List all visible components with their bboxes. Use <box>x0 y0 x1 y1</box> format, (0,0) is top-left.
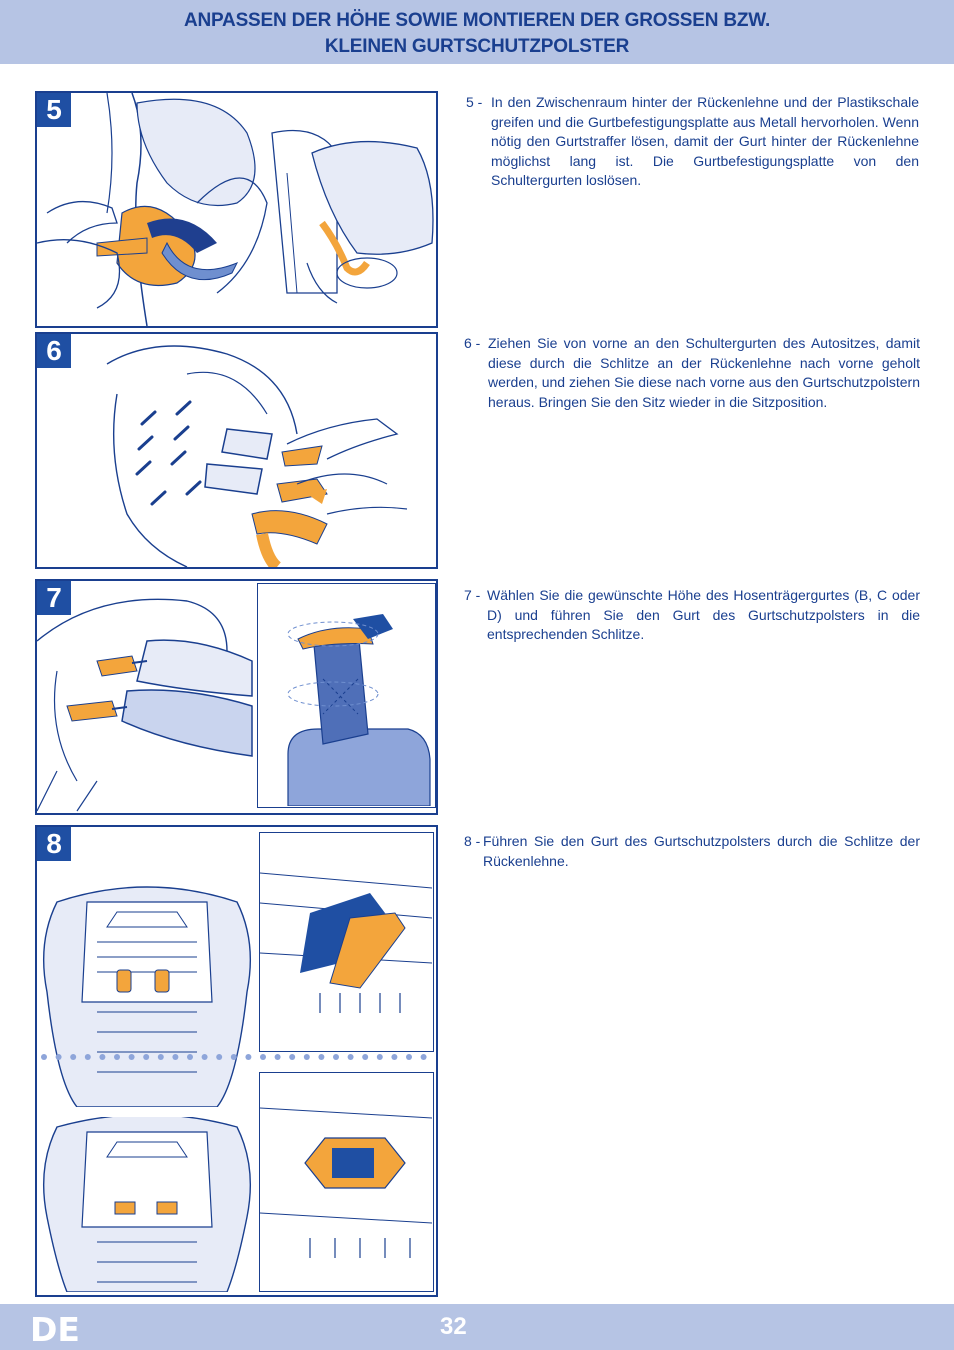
separator-dot <box>56 1054 62 1060</box>
separator-dot <box>172 1054 178 1060</box>
separator-dot <box>158 1054 164 1060</box>
separator-dot <box>85 1054 91 1060</box>
step-5-instruction <box>466 93 919 191</box>
step-6-instruction <box>464 334 920 412</box>
step-7-drawing-left <box>37 581 255 813</box>
step-7-number-badge: 7 <box>37 581 71 615</box>
step-8-number-badge: 8 <box>37 827 71 861</box>
step-7-detail-panel <box>257 583 436 808</box>
page-title-line1: ANPASSEN DER HÖHE SOWIE MONTIEREN DER GROSSEN BZW. <box>183 10 771 31</box>
step-8-drawing-top-right <box>260 833 432 1050</box>
page-footer <box>0 1304 954 1350</box>
step-8-text: Führen Sie den Gurt des Gurtschutzpolsters durch die Schlitze der Rückenlehne. <box>483 833 920 869</box>
separator-dot <box>362 1054 368 1060</box>
separator-dot <box>70 1054 76 1060</box>
step-8-drawing-bottom-left <box>37 1117 257 1292</box>
separator-dot <box>187 1054 193 1060</box>
step-5-illustration <box>35 91 438 328</box>
step-8-drawing-top-left <box>37 882 257 1107</box>
separator-dot <box>348 1054 354 1060</box>
separator-dot <box>289 1054 295 1060</box>
step-6-marker: 6 - <box>464 335 481 351</box>
separator-dot <box>143 1054 149 1060</box>
separator-dot <box>129 1054 135 1060</box>
step-8-marker: 8 - <box>464 833 481 849</box>
step-8-dotted-separator <box>40 1052 432 1062</box>
page-number: 32 <box>440 1313 467 1340</box>
separator-dot <box>318 1054 324 1060</box>
step-6-text: Ziehen Sie von vorne an den Schultergurten des Autositzes, damit diese durch die Schlitze an der Rückenlehne nach vorne geholt werden, und ziehen Sie diese nach vorne aus den Gurtschutzpolstern heraus. Bringen Sie den Sitz wieder in die Sitzposition. <box>488 335 920 410</box>
step-8-drawing-bottom-right <box>260 1073 432 1290</box>
separator-dot <box>202 1054 208 1060</box>
page-title-line2: KLEINEN GURTSCHUTZPOLSTER <box>324 36 630 57</box>
separator-dot <box>99 1054 105 1060</box>
step-7-marker: 7 - <box>464 587 481 603</box>
step-7-instruction <box>464 586 920 645</box>
separator-dot <box>421 1054 427 1060</box>
step-7-illustration <box>35 579 438 815</box>
step-7-drawing-right <box>258 584 434 806</box>
step-5-number-badge: 5 <box>37 93 71 127</box>
step-8-detail-panel-bottom <box>259 1072 434 1292</box>
page-header <box>0 0 954 64</box>
language-code: DE <box>30 1310 80 1349</box>
step-7-text: Wählen Sie die gewünschte Höhe des Hosenträgergurtes (B, C oder D) und führen Sie den Gurt des Gurtschutzpolsters in die entsprechenden Schlitze. <box>487 587 920 642</box>
separator-dot <box>333 1054 339 1060</box>
separator-dot <box>216 1054 222 1060</box>
step-5-marker: 5 - <box>466 94 483 110</box>
step-6-drawing <box>37 334 436 567</box>
step-5-drawing <box>37 93 436 326</box>
step-6-illustration <box>35 332 438 569</box>
separator-dot <box>260 1054 266 1060</box>
separator-dot <box>41 1054 47 1060</box>
step-8-instruction <box>464 832 920 871</box>
separator-dot <box>114 1054 120 1060</box>
separator-dot <box>391 1054 397 1060</box>
step-5-text: In den Zwischenraum hinter der Rückenlehne und der Plastikschale greifen und die Gurtbefestigungsplatte aus Metall hervorholen. Wenn nötig den Gurtstraffer lösen, damit der Gurt hinter der Rückenlehne möglichst lang ist. Die Gurtbefestigungsplatte von den Schultergurten loslösen. <box>491 94 919 188</box>
separator-dot <box>231 1054 237 1060</box>
step-6-number-badge: 6 <box>37 334 71 368</box>
separator-dot <box>275 1054 281 1060</box>
separator-dot <box>406 1054 412 1060</box>
separator-dot <box>377 1054 383 1060</box>
separator-dot <box>245 1054 251 1060</box>
step-8-detail-panel-top <box>259 832 434 1052</box>
separator-dot <box>304 1054 310 1060</box>
